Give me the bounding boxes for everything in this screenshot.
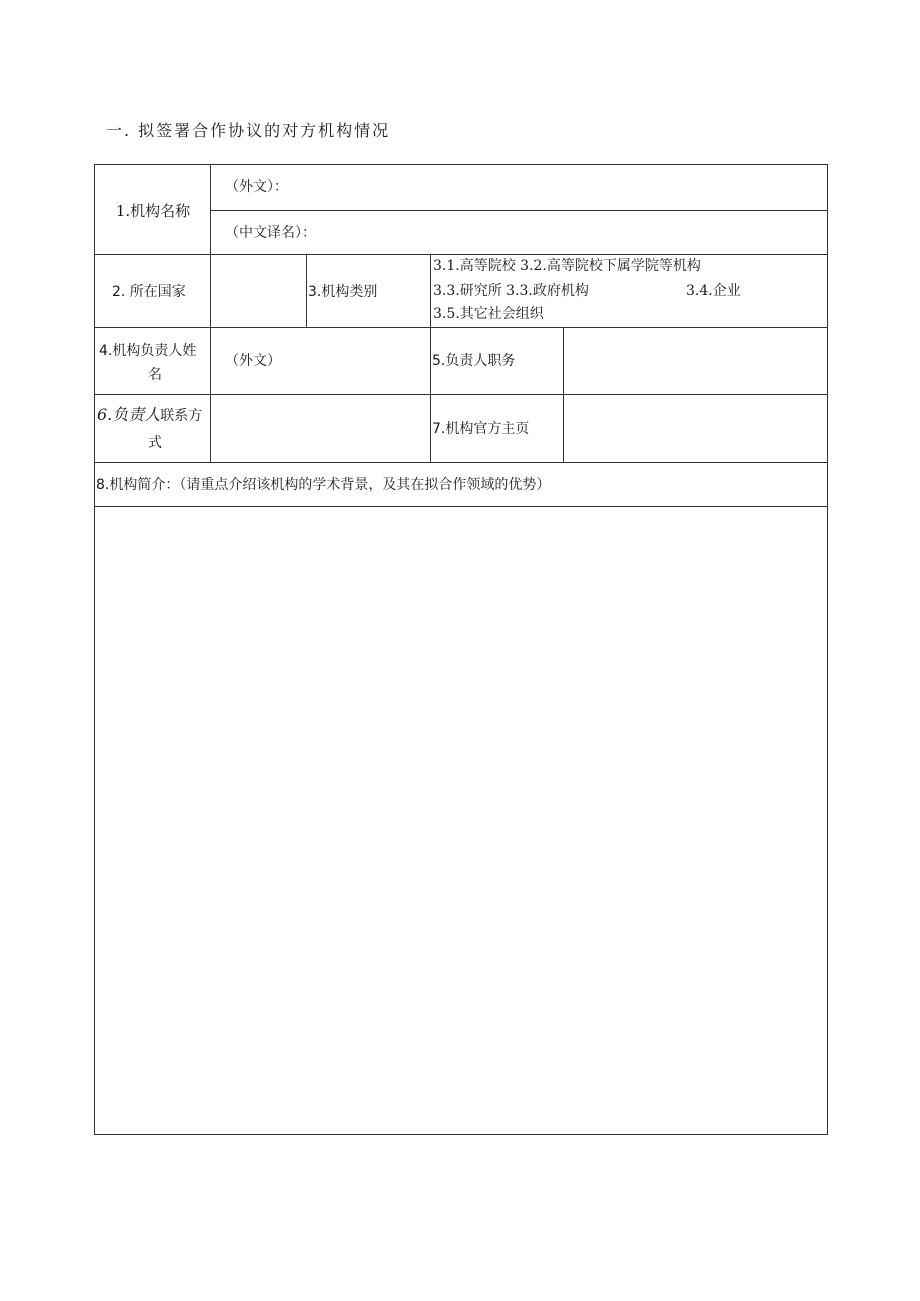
row-divider-5 — [94, 506, 828, 507]
section-heading: 一. 拟签署合作协议的对方机构情况 — [106, 121, 391, 140]
institution-type-label: 3.机构类别 — [308, 284, 378, 300]
type-option-line1: 3.1.高等院校 3.2.高等院校下属学院等机构 — [433, 258, 701, 274]
table-border-top — [94, 164, 828, 165]
head-contact-label-line2: 式 — [148, 435, 162, 451]
head-name-label-line1: 4.机构负责人姓 — [99, 343, 197, 359]
head-position-label: 5.负责人职务 — [432, 353, 516, 369]
country-label: 2. 所在国家 — [112, 284, 186, 300]
head-name-foreign[interactable]: （外文） — [225, 353, 281, 369]
row-divider-1 — [94, 254, 828, 255]
type-option-line2b: 3.4.企业 — [686, 283, 741, 299]
institution-name-label: 1.机构名称 — [115, 202, 191, 220]
head-contact-value[interactable] — [211, 395, 429, 461]
head-contact-label-line1: 6.负责人联系方 — [97, 405, 203, 424]
head-position-value[interactable] — [564, 328, 826, 393]
row-divider-4 — [94, 462, 828, 463]
type-option-line2a: 3.3.研究所 3.3.政府机构 — [433, 283, 589, 299]
country-type-divider — [306, 254, 307, 327]
institution-name-foreign[interactable]: （外文）： — [225, 179, 288, 195]
homepage-value[interactable] — [564, 395, 826, 461]
intro-content-area[interactable] — [96, 508, 826, 1133]
table-border-left — [94, 164, 95, 1135]
middle-column-divider — [430, 254, 431, 462]
institution-name-chinese[interactable]: （中文译名）： — [225, 225, 316, 241]
country-value[interactable] — [211, 256, 305, 326]
head-name-label-line2: 名 — [148, 367, 162, 383]
table-border-right — [827, 164, 828, 1135]
type-option-line3: 3.5.其它社会组织 — [433, 306, 544, 322]
row1-inner-divider — [210, 210, 828, 211]
intro-label: 8.机构简介：（请重点介绍该机构的学术背景，及其在拟合作领域的优势） — [96, 477, 551, 493]
table-border-bottom — [94, 1134, 828, 1135]
homepage-label: 7.机构官方主页 — [432, 421, 530, 437]
